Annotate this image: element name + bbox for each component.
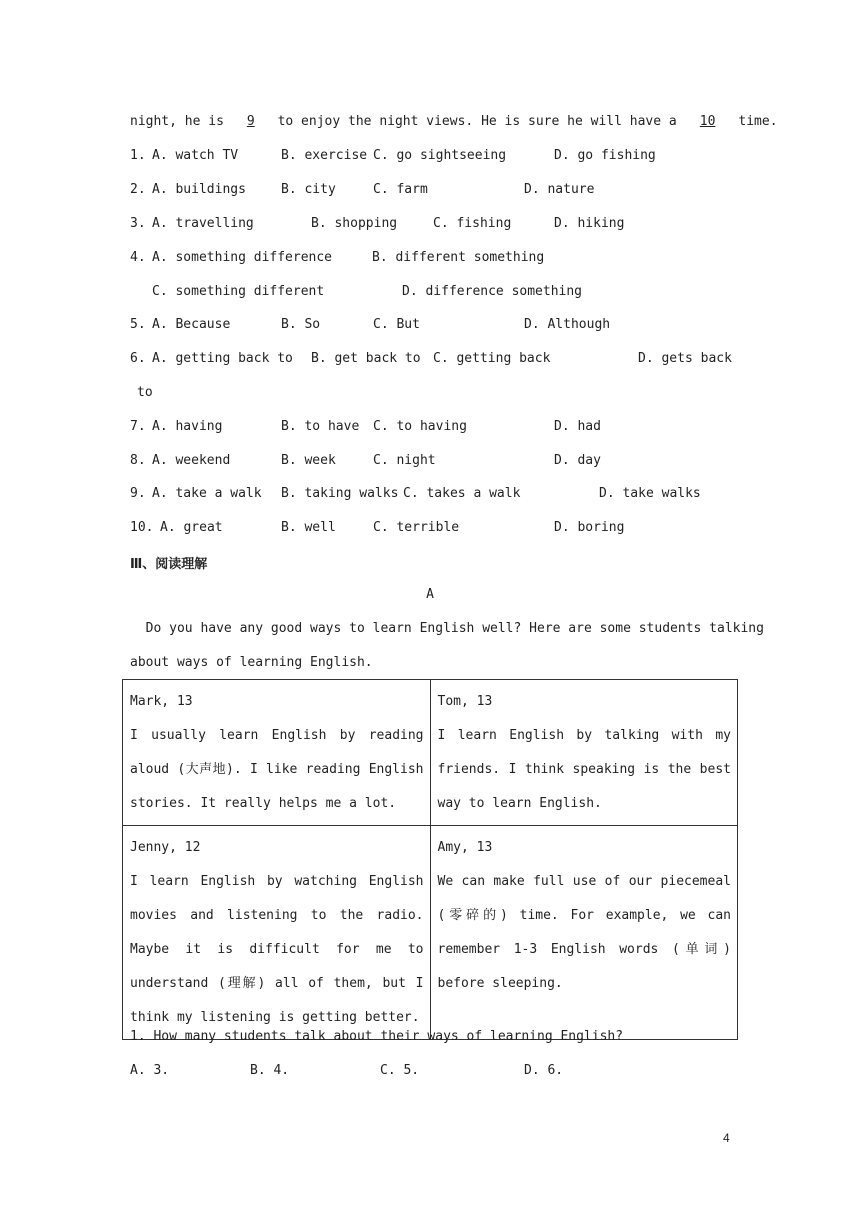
question-number: 9. [130, 486, 146, 501]
option-d-continuation: to [137, 385, 153, 400]
student-text: I learn English by talking with my friends. I think speaking is the best way to learn English. [437, 728, 731, 811]
option-b: B. exercise [281, 148, 368, 163]
option-d: D. hiking [554, 216, 625, 231]
option-b: B. get back to [311, 351, 421, 366]
option-a: A. buildings [152, 182, 246, 197]
table-cell [123, 826, 431, 1040]
student-name: Tom, 13 [437, 694, 493, 709]
option-c: C. something different [152, 284, 325, 299]
question-number: 7. [130, 419, 146, 434]
option-a: A. having [152, 419, 223, 434]
student-name: Jenny, 12 [130, 840, 201, 855]
text-fragment: to enjoy the night views. He is sure he will have a [269, 114, 685, 129]
option-d: D. difference something [402, 284, 583, 299]
student-name: Mark, 13 [130, 694, 193, 709]
option-c: C. getting back [433, 351, 551, 366]
option-d: D. had [554, 419, 601, 434]
question-number: 2. [130, 182, 146, 197]
option-a: A. getting back to [152, 351, 293, 366]
table-row [123, 826, 738, 1040]
student-text: I learn English by watching English movies and listening to the radio. Maybe it is difficult for me to understand (理解) all of them, but I think my listening is getting better. [130, 874, 424, 1025]
option-b: B. well [281, 520, 336, 535]
text-fragment: night, he is [130, 114, 232, 129]
option-d: D. take walks [599, 486, 701, 501]
option-a: A. take a walk [152, 486, 262, 501]
option-c: C. go sightseeing [373, 148, 507, 163]
option-b: B. taking walks [281, 486, 399, 501]
student-text: I usually learn English by reading aloud (大声地). I like reading English stories. It really helps me a lot. [130, 728, 424, 811]
option-d: D. go fishing [554, 148, 656, 163]
option-a: A. weekend [152, 453, 231, 468]
option-c: C. terrible [373, 520, 460, 535]
option-b: B. 4. [250, 1063, 290, 1078]
option-c: C. But [373, 317, 420, 332]
question-number: 8. [130, 453, 146, 468]
student-ways-table [122, 679, 738, 1040]
table-cell [123, 680, 431, 826]
option-c: C. takes a walk [403, 486, 521, 501]
question-number: 5. [130, 317, 146, 332]
option-d: D. boring [554, 520, 625, 535]
option-c: C. farm [373, 182, 428, 197]
option-c: C. to having [373, 419, 467, 434]
option-a: A. 3. [130, 1063, 170, 1078]
text-fragment: time. [730, 114, 778, 129]
question-number: 3. [130, 216, 146, 231]
option-b: B. city [281, 182, 336, 197]
table-cell [430, 680, 738, 826]
option-b: B. So [281, 317, 321, 332]
question-number: 4. [130, 250, 146, 265]
passage-label: A [426, 587, 434, 602]
student-text: We can make full use of our piecemeal (零碎的) time. For example, we can remember 1-3 English words (单词) before sleeping. [437, 874, 731, 991]
passage-intro-line: about ways of learning English. [130, 655, 373, 670]
question-number: 1. [130, 148, 146, 163]
option-d: D. day [554, 453, 601, 468]
option-a: A. watch TV [152, 148, 239, 163]
question-number: 6. [130, 351, 146, 366]
student-name: Amy, 13 [437, 840, 493, 855]
option-b: B. to have [281, 419, 360, 434]
option-d: D. Although [524, 317, 611, 332]
option-d: D. nature [524, 182, 595, 197]
option-c: C. fishing [433, 216, 512, 231]
passage-intro-line: Do you have any good ways to learn English well? Here are some students talking [130, 621, 764, 636]
option-c: C. 5. [380, 1063, 420, 1078]
option-d: D. gets back [638, 351, 732, 366]
blank-10: 10 [699, 114, 716, 129]
option-c: C. night [373, 453, 436, 468]
option-a: A. great [160, 520, 223, 535]
option-a: A. Because [152, 317, 231, 332]
option-b: B. different something [372, 250, 545, 265]
question-number: 10. [130, 520, 154, 535]
table-cell [430, 826, 738, 1040]
option-b: B. shopping [311, 216, 398, 231]
table-row [123, 680, 738, 826]
section-heading: Ⅲ、阅读理解 [130, 557, 208, 572]
reading-question: 1. How many students talk about their ways of learning English? [130, 1029, 624, 1044]
blank-9: 9 [246, 114, 255, 129]
passage-continuation-line [130, 114, 778, 130]
option-d: D. 6. [524, 1063, 564, 1078]
option-b: B. week [281, 453, 336, 468]
option-a: A. travelling [152, 216, 254, 231]
page-number: 4 [723, 1131, 730, 1145]
option-a: A. something difference [152, 250, 333, 265]
